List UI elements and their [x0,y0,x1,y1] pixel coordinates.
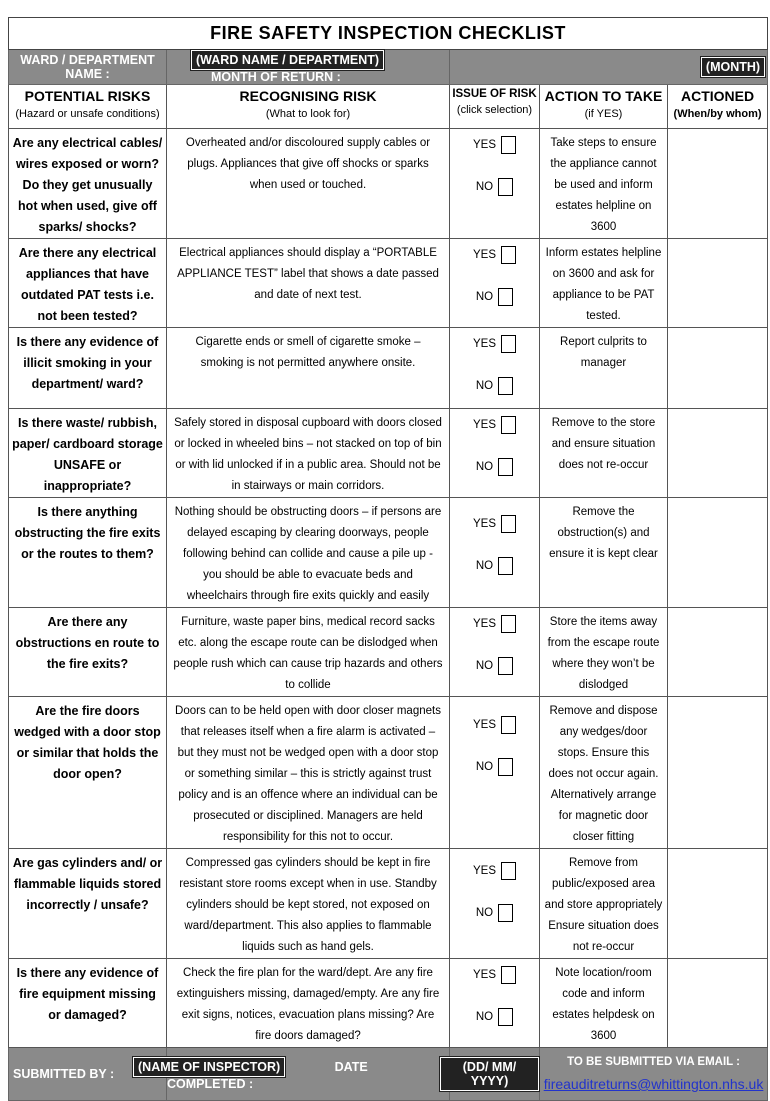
submitted-date-cell [138,1048,450,1101]
yes-checkbox[interactable] [501,416,516,434]
yes-option[interactable] [450,713,539,737]
checklist-sheet [8,17,767,1101]
action-text: Remove the obstruction(s) and ensure it is kept clear [540,498,668,608]
email-link[interactable]: fireauditreturns@whittington.nhs.uk [543,1076,764,1092]
yes-label: YES [472,969,496,981]
action-text: Take steps to ensure the appliance cannot be used and inform estates helpline on 3600 [540,129,668,239]
checklist-row [9,129,768,239]
header-issue-sub: (click selection) [456,104,533,116]
email-cell [540,1048,768,1101]
yes-checkbox[interactable] [501,335,516,353]
action-text: Remove from public/exposed area and store appropriately Ensure situation does not re-occur [540,849,668,959]
yes-option[interactable] [450,243,539,267]
email-label: TO BE SUBMITTED VIA EMAIL : [567,1056,740,1068]
issue-selection [450,409,540,498]
issue-selection [450,608,540,697]
actioned-cell[interactable] [668,959,768,1048]
header-actioned [668,85,768,129]
header-issue [450,85,540,129]
checklist-row [9,239,768,328]
actioned-cell[interactable] [668,129,768,239]
header-risks [9,85,167,129]
header-risks-sub: (Hazard or unsafe conditions) [15,108,160,120]
no-option[interactable] [450,554,539,578]
header-recognising-sub: (What to look for) [265,108,351,120]
actioned-cell[interactable] [668,697,768,849]
date-value[interactable]: (DD/ MM/ YYYY) [440,1057,539,1091]
header-recognising-title: RECOGNISING RISK [239,88,377,104]
header-action-sub: (if YES) [584,108,623,120]
date-label: DATE COMPLETED : [167,1060,368,1091]
yes-option[interactable] [450,512,539,536]
header-actioned-sub: (When/by whom) [673,108,762,120]
page-title: FIRE SAFETY INSPECTION CHECKLIST [9,18,768,50]
no-label: NO [475,907,494,919]
yes-option[interactable] [450,612,539,636]
no-label: NO [475,291,494,303]
checklist-row [9,409,768,498]
checklist-table [8,17,768,1101]
no-checkbox[interactable] [498,377,513,395]
no-checkbox[interactable] [498,758,513,776]
yes-label: YES [472,865,496,877]
action-text: Remove to the store and ensure situation does not re-occur [540,409,668,498]
submitted-label: SUBMITTED BY : [9,1048,167,1101]
issue-selection [450,697,540,849]
month-label: MONTH OF RETURN : [211,70,341,84]
yes-label: YES [472,518,496,530]
issue-selection [450,328,540,409]
yes-checkbox[interactable] [501,716,516,734]
no-option[interactable] [450,285,539,309]
header-recognising [167,85,450,129]
risk-text: Are there any electrical appliances that have outdated PAT tests i.e. not been tested? [9,239,167,328]
no-option[interactable] [450,175,539,199]
checklist-row [9,608,768,697]
actioned-cell[interactable] [668,849,768,959]
risk-text: Is there any evidence of fire equipment missing or damaged? [9,959,167,1048]
header-action-title: ACTION TO TAKE [544,88,663,104]
checklist-row [9,328,768,409]
no-checkbox[interactable] [498,458,513,476]
yes-checkbox[interactable] [501,515,516,533]
action-text: Remove and dispose any wedges/door stops. Ensure this does not occur again. Alternatively arrange for magnetic door closer fitting [540,697,668,849]
ward-value-cell[interactable] [167,50,450,85]
action-text: Store the items away from the escape route where they won’t be dislodged [540,608,668,697]
no-option[interactable] [450,455,539,479]
yes-option[interactable] [450,859,539,883]
risk-text: Are the fire doors wedged with a door stop or similar that holds the door open? [9,697,167,849]
actioned-cell[interactable] [668,498,768,608]
checklist-row [9,498,768,608]
no-option[interactable] [450,654,539,678]
no-label: NO [475,761,494,773]
no-checkbox[interactable] [498,557,513,575]
no-checkbox[interactable] [498,1008,513,1026]
submitted-value[interactable]: (NAME OF INSPECTOR) [133,1057,285,1077]
issue-selection [450,129,540,239]
no-checkbox[interactable] [498,288,513,306]
risk-text: Is there waste/ rubbish, paper/ cardboard storage UNSAFE or inappropriate? [9,409,167,498]
no-label: NO [475,380,494,392]
recognising-text: Electrical appliances should display a “PORTABLE APPLIANCE TEST” label that shows a date passed and date of next test. [167,239,450,328]
recognising-text: Doors can to be held open with door closer magnets that releases itself when a fire alarm is activated – but they must not be wedged open with a door stop or something similar – this is strictly against trust policy and is an offence where an individual can be prosecuted or disciplined. Managers are held responsibility for this not to occur. [167,697,450,849]
yes-label: YES [472,139,496,151]
recognising-text: Safely stored in disposal cupboard with doors closed or locked in wheeled bins – not stacked on top of bin or with lid unlocked if in a public area. Should not be in stairways or main corridors. [167,409,450,498]
no-label: NO [475,181,494,193]
yes-label: YES [472,719,496,731]
no-option[interactable] [450,755,539,779]
ward-row [9,50,768,85]
risk-text: Are there any obstructions en route to the fire exits? [9,608,167,697]
issue-selection [450,849,540,959]
yes-checkbox[interactable] [501,136,516,154]
recognising-text: Cigarette ends or smell of cigarette smoke – smoking is not permitted anywhere onsite. [167,328,450,409]
issue-selection [450,239,540,328]
column-headers [9,85,768,129]
action-text: Inform estates helpline on 3600 and ask for appliance to be PAT tested. [540,239,668,328]
yes-option[interactable] [450,413,539,437]
no-label: NO [475,560,494,572]
header-action [540,85,668,129]
month-value[interactable]: (MONTH) [701,57,765,77]
checklist-row [9,849,768,959]
checklist-row [9,959,768,1048]
recognising-text: Check the fire plan for the ward/dept. Are any fire extinguishers missing, damaged/empty. Are any fire exit signs, notices, evacuation plans missing? Are fire doors damaged? [167,959,450,1048]
date-value-cell[interactable] [450,1048,540,1101]
checklist-row [9,697,768,849]
risk-text: Is there anything obstructing the fire exits or the routes to them? [9,498,167,608]
month-value-cell[interactable] [450,50,768,85]
risk-text: Are any electrical cables/ wires exposed or worn? Do they get unusually hot when used, give off sparks/ shocks? [9,129,167,239]
yes-checkbox[interactable] [501,615,516,633]
no-label: NO [475,1011,494,1023]
no-checkbox[interactable] [498,904,513,922]
no-checkbox[interactable] [498,657,513,675]
actioned-cell[interactable] [668,239,768,328]
no-checkbox[interactable] [498,178,513,196]
yes-checkbox[interactable] [501,862,516,880]
issue-selection [450,959,540,1048]
header-issue-title: ISSUE OF RISK [452,88,537,100]
no-option[interactable] [450,901,539,925]
yes-option[interactable] [450,133,539,157]
yes-label: YES [472,419,496,431]
recognising-text: Nothing should be obstructing doors – if persons are delayed escaping by clearing doorways, people following behind can collide and cause a pile up - you should be able to evacuate beds and wheelchairs through fire exits quickly and easily [167,498,450,608]
action-text: Report culprits to manager [540,328,668,409]
actioned-cell[interactable] [668,608,768,697]
action-text: Note location/room code and inform estates helpdesk on 3600 [540,959,668,1048]
yes-checkbox[interactable] [501,246,516,264]
yes-checkbox[interactable] [501,966,516,984]
footer-row [9,1048,768,1101]
header-risks-title: POTENTIAL RISKS [24,88,151,104]
yes-option[interactable] [450,963,539,987]
yes-label: YES [472,618,496,630]
risk-text: Is there any evidence of illicit smoking in your department/ ward? [9,328,167,409]
ward-label: WARD / DEPARTMENT NAME : [9,50,167,85]
no-label: NO [475,660,494,672]
yes-option[interactable] [450,332,539,356]
recognising-text: Compressed gas cylinders should be kept in fire resistant store rooms except when in use. Standby cylinders should be kept stored, not exposed on ward/department. This also applies to flammable liquids such as hand gels. [167,849,450,959]
recognising-text: Furniture, waste paper bins, medical record sacks etc. along the escape route can be dislodged when people rush which can cause trip hazards and others to collide [167,608,450,697]
no-option[interactable] [450,1005,539,1029]
yes-label: YES [472,249,496,261]
issue-selection [450,498,540,608]
header-actioned-title: ACTIONED [680,88,755,104]
yes-label: YES [472,338,496,350]
ward-value[interactable]: (WARD NAME / DEPARTMENT) [191,50,384,70]
no-option[interactable] [450,374,539,398]
actioned-cell[interactable] [668,409,768,498]
actioned-cell[interactable] [668,328,768,409]
recognising-text: Overheated and/or discoloured supply cables or plugs. Appliances that give off shocks or sparks when used or touched. [167,129,450,239]
risk-text: Are gas cylinders and/ or flammable liquids stored incorrectly / unsafe? [9,849,167,959]
no-label: NO [475,461,494,473]
